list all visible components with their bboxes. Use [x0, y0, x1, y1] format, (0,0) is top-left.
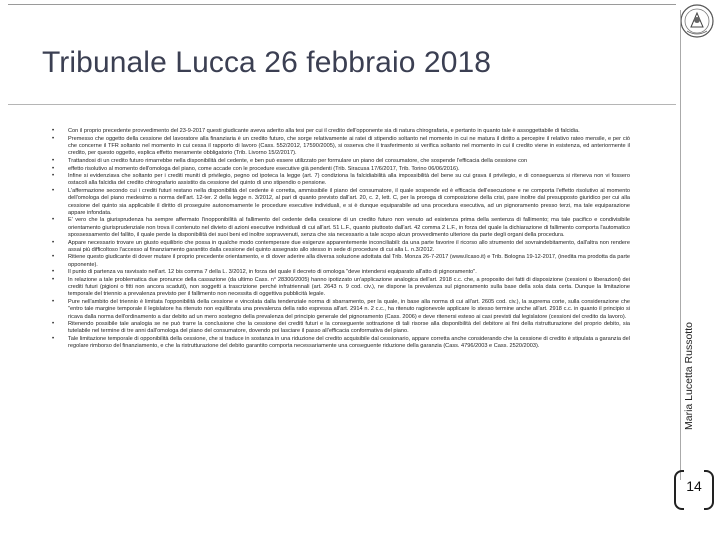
bullet-text: Appare necessario trovare un giusto equilibrio che possa in qualche modo contemperare due esigenze apparentemente inconciliabili: da una parte favorire il ricorso allo strumento del sovraindebitamento, dall'altra non rendere assai più difficoltoso l'accesso al finanziamento garantito dalla cessione del quinto assegnato allo stesso in sede di procedure di cui alla L. n.3/2012. [68, 239, 630, 253]
bullet-dot-icon: • [52, 135, 55, 142]
bullet-text: Tale limitazione temporale di opponibilità della cessione, che si traduce in sostanza in una riduzione del credito acquisibile dal cessionario, appare corretta anche considerando che la cessione di credito è stipulata a garanzia del regolare rimborso del finanziamento, e che la ristrutturazione del debito garantito comporta necessariamente una conseguente riduzione della garanzia (Cass. 4796/2003 e Cass. 2520/2003). [68, 336, 630, 350]
bullet-dot-icon: • [52, 128, 55, 134]
bullet-text: Premesso che oggetto della cessione del lavoratore alla finanziaria è un credito futuro, che sorge relativamente ai ratei di stipendio soltanto nel momento in cui ne matura il diritto a percepire il relativo rateo mensile, e per ciò che concerne il TFR soltanto nel momento in cui cessa il rapporto di lavoro (Cass. 552/2012, 17590/2005), si osserva che il trasferimento si verifica soltanto nel momento in cui il credito viene in esistenza, ed anteriormente il credito, per questo oggetto, esplica effetto meramente obbligatorio (Trib. Livorno 15/2/2017). [68, 135, 630, 157]
author-name: Maria Lucetta Russotto [683, 322, 695, 430]
bullet-text: E' vero che la giurisprudenza ha sempre affermato l'inopponibilità al fallimento del cedente della cessione di un credito futuro non venuto ad esistenza prima della sentenza di fallimento; ma tale pacifico e condivisibile orientamento giurisprudenziale non trova il contenuto nel divieto di azioni esecutive individuali di cui all'art. 51 L.F., quanto piuttosto dall'art. 42 comma 2 L.F., in forza del quale la dichiarazione di fallimento comporta l'automatico spossessamento del fallito, il quale perde la disponibilità dei suoi beni ed inoltre sopravvenuti, senza che sia necessario a tale scopo alcun provvedimento ulteriore da parte degli organi della procedura. [68, 217, 630, 238]
bullet-item [50, 240, 630, 254]
bullet-text: Infine si evidenziava che soltanto per i crediti muniti di privilegio, pegno od ipoteca la legge (art. 7) condiziona la falcidiabilità alla impossibilità del bene su cui grava il privilegio, e di conseguenza si riteneva non vi fossero ostacoli alla falcidia del credito chirografario assistito da cessione del quinto di uno stipendio o pensione. [68, 173, 630, 187]
page-number-badge [670, 470, 718, 510]
slide-title: Tribunale Lucca 26 febbraio 2018 [42, 46, 492, 79]
bullet-dot-icon: • [52, 321, 55, 328]
bullet-dot-icon: • [52, 239, 55, 246]
bullet-item [50, 321, 630, 335]
bullet-text: L'affermazione secondo cui i crediti futuri restano nella disponibilità del cedente è corretta, ammissibile il piano del consumatore, il quale sospende ed è efficacia dell'esecuzione e ne comporta l'effetto risolutivo al momento dell'omologa del piano medesimo a norma dell'art. 12-ter. 2 della legge n. 3/2012, al pari di quanto previsto dall'art. 20, c. 2, lett. C, per la proroga di composizione della crisi, pare inoltre dal presupposto giuridico per cui alla cessione del quinto sia applicabile il diritto di proseguire autonomamente le procedure esecutive individuali, e si è dunque equiparabile ad una procedura esecutiva, ad un pignoramento presso terzi, ma tale equiparazione appare infondata. [68, 188, 630, 216]
top-rule [8, 4, 676, 5]
bullet-item [50, 254, 630, 268]
bullet-text: effetto risolutivo al momento dell'omologa del piano, come accade con le procedure esecutive già pendenti (Trib. Siracusa 17/6/2017, Trib. Torino 06/06/2016). [68, 165, 460, 172]
bullet-text: Ritiene questo giudicante di dover mutare il proprio precedente orientamento, e di dover aderire alla diversa soluzione adottata dal Trib. Monza 26-7-2017 (www.ilcaso.it) e Trib. Bologna 19-12-2017, (inedita ma prodotta da parte opponente). [68, 254, 630, 268]
bullet-text: Pure nell'ambito del triennio è limitata l'opponibilità della cessione e vincolata dalla tendenziale norma di sbarramento, per la quale, in base alla norma di cui all'art. 2605 cod. civ.), la suprema corte, sulla considerazione che "entro tale margine temporale il legislatore ha ritenuto non equilibrata una prevalenza della ratio espressa all'art. 2914 n. 2 c.c., ha ritenuto ragionevole applicare lo stesso termine anche all'art. 2918 c.c. in quanto il principio si ricava dalla norma dell'ordinamento a dar debito ad un mero sostegno della prevalenza del principio generale del pignoramento (Cass. 2006) e deve ritenersi esteso ai casi previsti dal legislatore (cessioni del credito da lavoro). [68, 299, 630, 320]
page-number: 14 [686, 478, 702, 494]
bullet-item [50, 166, 630, 173]
bullet-item [50, 173, 630, 187]
bullet-text: Il punto di partenza va ravvisato nell'art. 12 bis comma 7 della L. 3/2012, in forza del quale il decreto di omologa "deve intendersi equiparato all'atto di pignoramento". [68, 269, 477, 276]
bullet-item [50, 128, 630, 135]
bullet-item [50, 188, 630, 217]
bullet-item [50, 269, 630, 276]
bullet-text: Ritenendo possibile tale analogia se ne può trarre la conclusione che la cessione dei crediti futuri e la conseguente sottrazione di tali risorse alla disponibilità del debitore ai fini della ristrutturazione del proprio debito, sia tutelabile nel termine di tre anni dall'omologa del piano del consumatore, dovendo poi lasciare il passo all'efficacia conformativa del piano. [68, 321, 630, 335]
bullet-list [50, 128, 630, 351]
title-divider [8, 104, 676, 105]
bullet-dot-icon: • [52, 299, 55, 306]
bullet-item [50, 158, 630, 165]
bullet-item [50, 136, 630, 158]
bullet-dot-icon: • [52, 165, 55, 172]
bullet-item [50, 299, 630, 321]
bullet-dot-icon: • [52, 173, 55, 180]
bullet-dot-icon: • [52, 336, 55, 343]
bullet-item [50, 217, 630, 239]
bullet-item [50, 277, 630, 299]
bullet-dot-icon: • [52, 217, 55, 224]
bullet-dot-icon: • [52, 254, 55, 261]
bullet-dot-icon: • [52, 269, 55, 276]
bullet-dot-icon: • [52, 188, 55, 195]
bullet-text: In relazione a tale problematica due pronunce della cassazione (da ultimo Cass. n° 28300/2005) hanno ipotizzato un'applicazione analogica dell'art. 2918 c.c. che, a proposito dei fatti di disposizione (cessioni o liberazioni) dei crediti futuri (pigioni o fitti non ancora scaduti), non soggetti a trascrizione perché infratriennali (art. 2643 n. 9 cod. civ.), ne dispone la prevalenza sul pignoramento sulla base della sola data certa. Dunque la limitazione temporale del triennio a prevalenza previsto per il fallimento non necessita di oggettiva pubblicità legale. [68, 277, 630, 298]
bullet-text: Trattandosi di un credito futuro rimarrebbe nella disponibilità del cedente, e ben può essere utilizzato per formulare un piano del consumatore, che sospende l'efficacia della cessione con [68, 157, 528, 164]
author-vertical-label [683, 230, 697, 430]
bullet-dot-icon: • [52, 277, 55, 284]
bullet-dot-icon: • [52, 157, 55, 164]
bullet-item [50, 336, 630, 350]
side-rule [680, 10, 681, 480]
university-seal-icon [678, 3, 716, 39]
bullet-text: Con il proprio precedente provvedimento del 23-9-2017 questi giudicante aveva aderito alla tesi per cui il credito dell'opponente sia di natura chirografaria, e pertanto in quanto tale è assoggettabile di falcidia. [68, 128, 580, 134]
